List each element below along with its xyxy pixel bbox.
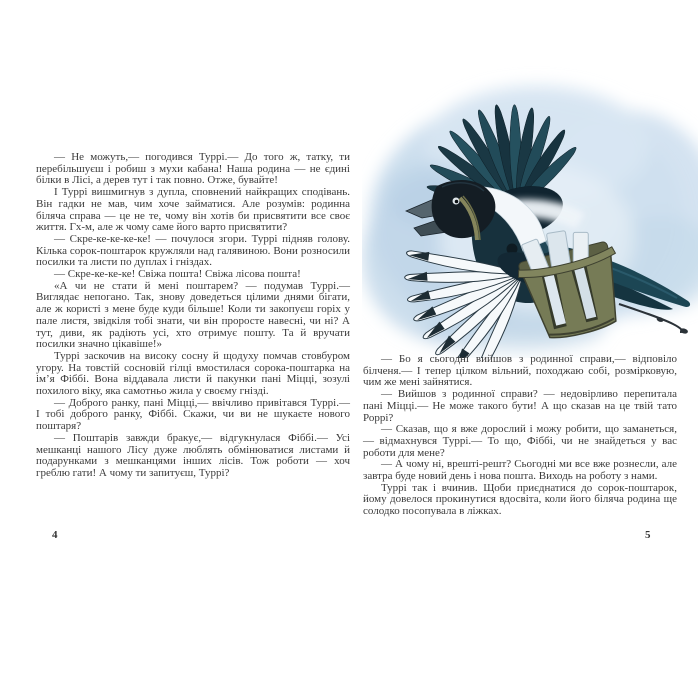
paragraph: «А чи не стати й мені поштарем? — подумав Туррі.— Виглядає непогано. Так, знову доведеться цілими днями бігати, але ж користі з мене буде куди більше! Коли ти закопуєш горіх у пале листя, звідкіля тобі знати, чи він проросте навесні, чи ні? А тут, диви, як радіють усі, хто отримує пошту. Та й вручати посилки значно цікавіше!» xyxy=(36,279,350,351)
paragraph: — Доброго ранку, пані Міцці,— ввічливо привітався Туррі.— І тобі доброго ранку, Фіббі. Скажи, чи ви не шукаєте нового поштаря? xyxy=(36,396,350,433)
paragraph: — Бо я сьогодні вийшов з родинної справи,— відповіло білченя.— І тепер цілком вільний, походжаю собі, розмірковую, чим же мені зайнятися. xyxy=(363,353,677,389)
paragraph: — Вийшов з родинної справи? — недовірливо перепитала пані Міцці.— Не може такого бути! А що сказав на це твій тато Роррі? xyxy=(363,388,677,424)
paragraph: — Скре-ке-ке-ке-ке! — почулося згори. Туррі підняв голову. Кілька сорок-поштарок кружляли над галявиною. Вони розносили посилки та листи по дуплах і гніздах. xyxy=(36,232,350,269)
paragraph: — Не можуть,— погодився Туррі.— До того ж, татку, ти перебільшуєш і робиш з мухи кабана! Наша родина — не єдині білки в Лісі, а дерев тут і так повно. Отже, бувайте! xyxy=(36,151,350,187)
left-page-text xyxy=(36,152,350,480)
paragraph: — А чому ні, врешті-решт? Сьогодні ми все вже рознесли, але завтра буде новий день і нова пошта. Виходь на роботу з нами. xyxy=(363,458,677,483)
paragraph: Туррі так і вчинив. Щоби приєднатися до сорок-поштарок, йому довелося прокинутися вдосвіта, коли його біляча родина ще солодко посопувала в ліжках. xyxy=(363,481,677,518)
paragraph: Туррі заскочив на високу сосну й щодуху помчав стовбуром угору. На товстій сосновій гілці вмостилася сорока-поштарка на ім’я Фіббі. Вона віддавала листи й пакунки пані Міцці, зозулі похилого віку, яка самотньо жила у своєму гнізді. xyxy=(36,349,350,398)
paragraph: — Поштарів завжди бракує,— відгукнулася Фіббі.— Усі мешканці нашого Лісу дуже люблять обмінюватися листами й подарунками з мешканцями інших лісів. Тож роботи — хоч греблю гати! А чому ти запитуєш, Туррі? xyxy=(36,431,350,479)
page-number-left: 4 xyxy=(52,529,58,541)
paragraph: — Сказав, що я вже дорослий і можу робити, що заманеться,— відмахнувся Туррі.— То що, Фіббі, чи не знайдеться у вас роботи для мене? xyxy=(363,423,677,459)
page-number-right: 5 xyxy=(645,529,651,541)
magpie-illustration xyxy=(362,48,698,358)
paragraph: — Скре-ке-ке-ке! Свіжа пошта! Свіжа лісова пошта! xyxy=(54,268,301,281)
right-page-text xyxy=(363,354,677,518)
paragraph: І Туррі вишмигнув з дупла, сповнений найкращих сподівань. Він гадки не мав, чим хоче займатися. Але розумів: родинна біляча справа — це не те, чому він хотів би присвятити все своє життя. Гх-м, але ж чому саме його варто присвятити? xyxy=(36,186,350,234)
